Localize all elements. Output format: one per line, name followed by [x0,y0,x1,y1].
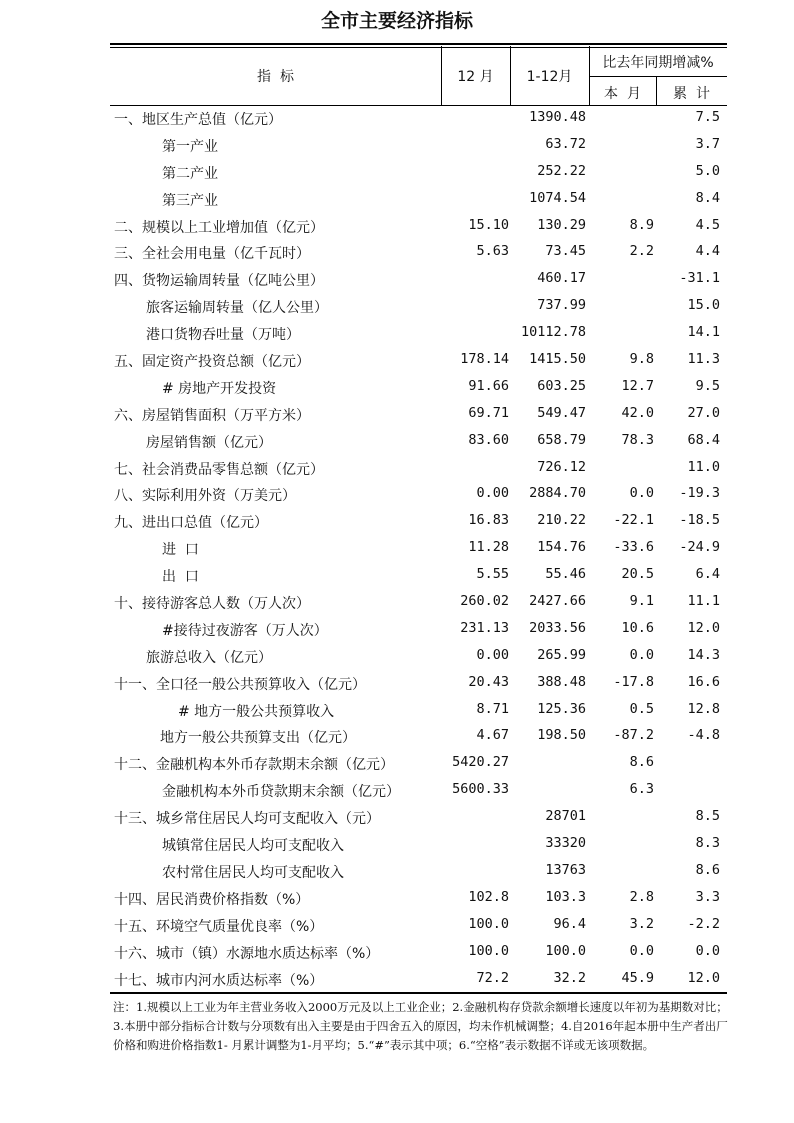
value-ytd: 13763 [545,861,586,878]
change-ytd: 14.1 [687,324,720,341]
value-month: 5.63 [476,243,509,260]
change-month: 0.0 [629,942,654,959]
row-label: 五、固定资产投资总额（亿元） [114,354,310,371]
row-label: # 地方一般公共预算收入 [178,703,335,720]
row-label: 农村常住居民人均可支配收入 [162,864,344,881]
table-row [110,590,727,617]
change-ytd: 11.0 [687,458,720,475]
table-row [110,267,727,294]
table-row [110,106,727,133]
change-ytd: 8.5 [695,808,720,825]
value-month: 83.60 [468,431,509,448]
value-ytd: 658.79 [537,431,586,448]
value-month: 16.83 [468,512,509,529]
value-month: 4.67 [476,727,509,744]
table-row [110,536,727,563]
row-label: 第一产业 [162,138,218,155]
header-ytd: 1-12月 [526,69,573,85]
table-row [110,509,727,536]
change-ytd: -24.9 [679,539,720,556]
table-row [110,563,727,590]
row-label: 十、接待游客总人数（万人次） [114,596,310,613]
value-ytd: 549.47 [537,404,586,421]
value-ytd: 737.99 [537,297,586,314]
row-label: 二、规模以上工业增加值（亿元） [114,219,324,236]
value-month: 5.55 [476,566,509,583]
change-month: 6.3 [629,781,654,798]
header-indicator: 指 标 [257,69,294,85]
change-month: 20.5 [621,566,654,583]
table-row [110,133,727,160]
change-month: -17.8 [613,673,654,690]
value-ytd: 726.12 [537,458,586,475]
row-label: #接待过夜游客（万人次） [162,622,328,639]
change-ytd: -18.5 [679,512,720,529]
change-ytd: 7.5 [695,109,720,125]
value-ytd: 2884.70 [529,485,586,502]
change-month: 0.0 [629,646,654,663]
change-month: 3.2 [629,915,654,932]
row-label: 十二、金融机构本外币存款期末余额（亿元） [114,757,394,774]
change-ytd: 11.3 [687,351,720,368]
row-label: 三、全社会用电量（亿千瓦时） [114,246,310,263]
row-label: 十三、城乡常住居民人均可支配收入（元） [114,811,380,828]
value-ytd: 1390.48 [529,109,586,125]
value-ytd: 603.25 [537,377,586,394]
table-row [110,886,727,913]
value-month: 100.0 [468,942,509,959]
change-ytd: 6.4 [695,566,720,583]
table-row [110,751,727,778]
value-ytd: 154.76 [537,539,586,556]
table-row [110,778,727,805]
table-row [110,940,727,967]
change-month: 78.3 [621,431,654,448]
change-ytd: 15.0 [687,297,720,314]
value-ytd: 198.50 [537,727,586,744]
value-month: 5420.27 [452,754,509,771]
value-ytd: 100.0 [545,942,586,959]
header-change: 比去年同期增减% [602,55,714,71]
change-ytd: -31.1 [679,270,720,287]
row-label: 六、房屋销售面积（万平方米） [114,407,310,424]
change-ytd: 12.8 [687,700,720,717]
row-label: 四、货物运输周转量（亿吨公里） [114,273,324,290]
change-month: 9.8 [629,351,654,368]
table-row [110,160,727,187]
change-month: 2.8 [629,888,654,905]
change-month: -87.2 [613,727,654,744]
change-month: 10.6 [621,619,654,636]
value-ytd: 96.4 [553,915,586,932]
table-row [110,294,727,321]
change-month: 42.0 [621,404,654,421]
value-ytd: 252.22 [537,162,586,179]
change-ytd: -2.2 [687,915,720,932]
row-label: 房屋销售额（亿元） [146,434,272,451]
value-ytd: 130.29 [537,216,586,233]
table-row [110,913,727,940]
row-label: 城镇常住居民人均可支配收入 [162,838,344,855]
change-ytd: 3.7 [695,135,720,152]
table-row [110,724,727,751]
row-label: 七、社会消费品零售总额（亿元） [114,461,324,478]
table-row [110,240,727,267]
change-ytd: 8.3 [695,835,720,852]
change-ytd: 3.3 [695,888,720,905]
value-ytd: 103.3 [545,888,586,905]
table-row [110,321,727,348]
value-ytd: 33320 [545,835,586,852]
value-ytd: 32.2 [553,969,586,986]
change-ytd: 14.3 [687,646,720,663]
header-month: 12 月 [457,69,494,85]
change-ytd: 8.6 [695,861,720,878]
row-label: # 房地产开发投资 [162,380,277,397]
change-ytd: 11.1 [687,593,720,610]
change-month: 8.9 [629,216,654,233]
value-ytd: 73.45 [545,243,586,260]
row-label: 十五、环境空气质量优良率（%） [114,918,324,935]
row-label: 八、实际利用外资（万美元） [114,488,296,505]
table-row [110,375,727,402]
change-ytd: -4.8 [687,727,720,744]
table-row [110,859,727,886]
change-month: 12.7 [621,377,654,394]
value-month: 69.71 [468,404,509,421]
row-label: 十六、城市（镇）水源地水质达标率（%） [114,945,380,962]
change-ytd: 9.5 [695,377,720,394]
table-row [110,187,727,214]
indicator-table-body [110,106,727,993]
table-row [110,644,727,671]
header-change-month: 本 月 [604,86,641,102]
change-ytd: 12.0 [687,619,720,636]
value-month: 231.13 [460,619,509,636]
table-row [110,805,727,832]
change-ytd: 68.4 [687,431,720,448]
change-ytd: 8.4 [695,189,720,206]
value-month: 260.02 [460,593,509,610]
value-month: 100.0 [468,915,509,932]
value-ytd: 1415.50 [529,351,586,368]
table-top-rule-inner [110,47,727,48]
table-row [110,832,727,859]
row-label: 一、地区生产总值（亿元） [114,112,282,128]
page-title: 全市主要经济指标 [320,10,473,32]
change-ytd: 5.0 [695,162,720,179]
change-ytd: 4.4 [695,243,720,260]
value-ytd: 210.22 [537,512,586,529]
value-month: 8.71 [476,700,509,717]
table-top-rule [110,43,727,45]
value-month: 178.14 [460,351,509,368]
table-row [110,671,727,698]
row-label: 十一、全口径一般公共预算收入（亿元） [114,676,366,693]
value-month: 0.00 [476,485,509,502]
value-ytd: 388.48 [537,673,586,690]
row-label: 第二产业 [162,165,218,182]
table-row [110,348,727,375]
change-ytd: 16.6 [687,673,720,690]
row-label: 旅游总收入（亿元） [146,649,272,666]
change-month: 0.5 [629,700,654,717]
value-month: 15.10 [468,216,509,233]
value-ytd: 10112.78 [520,324,586,341]
row-label: 进 口 [162,542,199,559]
change-month: 0.0 [629,485,654,502]
table-row [110,214,727,241]
value-ytd: 2033.56 [529,619,586,636]
table-row [110,429,727,456]
change-ytd: 4.5 [695,216,720,233]
change-month: -33.6 [613,539,654,556]
value-month: 91.66 [468,377,509,394]
table-row [110,617,727,644]
value-ytd: 265.99 [537,646,586,663]
change-ytd: -19.3 [679,485,720,502]
value-ytd: 28701 [545,808,586,825]
footnotes: 注：1.规模以上工业为年主营业务收入2000万元及以上工业企业；2.金融机构存贷款余额增长速度以年初为基期数对比；3.本册中部分指标合计数与分项数有出入主要是由于四舍五入的原因，均未作机械调整；4.自2016年起本册中生产者出厂价格和购进价格指数1- 月累计调整为1-月平均；5.“#”表示其中项；6.“空格”表示数据不详或无该项数据。 [113,1000,728,1052]
table-row [110,402,727,429]
row-label: 十四、居民消费价格指数（%） [114,891,310,908]
value-ytd: 460.17 [537,270,586,287]
value-ytd: 1074.54 [529,189,586,206]
change-month: -22.1 [613,512,654,529]
value-month: 5600.33 [452,781,509,798]
table-row [110,482,727,509]
row-label: 旅客运输周转量（亿人公里） [146,300,328,317]
row-label: 港口货物吞吐量（万吨） [146,327,300,344]
row-label: 地方一般公共预算支出（亿元） [160,730,356,747]
value-ytd: 2427.66 [529,593,586,610]
value-month: 20.43 [468,673,509,690]
table-row [110,967,727,994]
row-label: 十七、城市内河水质达标率（%） [114,972,324,989]
table-row [110,456,727,483]
row-label: 出 口 [162,569,199,586]
row-label: 第三产业 [162,192,218,209]
change-subheader-rule [589,76,727,77]
value-month: 11.28 [468,539,509,556]
change-ytd: 12.0 [687,969,720,986]
change-ytd: 0.0 [695,942,720,959]
value-ytd: 55.46 [545,566,586,583]
row-label: 九、进出口总值（亿元） [114,515,268,532]
value-month: 72.2 [476,969,509,986]
change-ytd: 27.0 [687,404,720,421]
change-month: 9.1 [629,593,654,610]
table-row [110,698,727,725]
header-change-ytd: 累 计 [673,86,710,102]
value-month: 102.8 [468,888,509,905]
row-label: 金融机构本外币贷款期末余额（亿元） [162,784,400,801]
change-month: 45.9 [621,969,654,986]
change-month: 2.2 [629,243,654,260]
value-month: 0.00 [476,646,509,663]
change-month: 8.6 [629,754,654,771]
value-ytd: 125.36 [537,700,586,717]
value-ytd: 63.72 [545,135,586,152]
